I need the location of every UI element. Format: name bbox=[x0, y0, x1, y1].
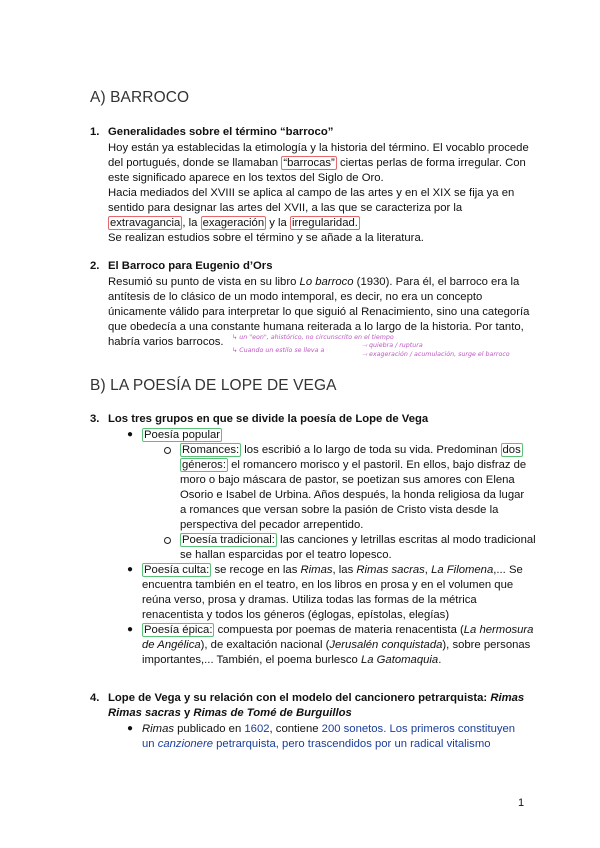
romances-line-5: a romances que versan sobre la pasión de Cristo vista desde la bbox=[180, 504, 499, 516]
poesia-popular-highlight: Poesía popular bbox=[144, 429, 220, 441]
q1-line-2c: ciertas perlas de forma irregular. Con bbox=[336, 157, 526, 169]
rimas-title: Rimas bbox=[300, 564, 333, 576]
romances-line-2 bbox=[180, 458, 526, 473]
year-1602: 1602 bbox=[244, 723, 270, 735]
handwritten-note-2: ↳ Cuando un estilo se lleva a bbox=[232, 347, 325, 354]
de-angelica-title: de Angélica bbox=[142, 639, 201, 651]
epica-text-1a: compuesta por poemas de materia renacentista ( bbox=[214, 624, 464, 636]
bullet-dot: ● bbox=[127, 564, 134, 575]
q4-number: 4. bbox=[90, 692, 100, 704]
tradicional-line-1 bbox=[180, 533, 536, 548]
handwritten-note-3: ⤙ quiebra / ruptura bbox=[362, 342, 423, 349]
culta-text-1a: se recoge en las bbox=[211, 564, 301, 576]
q3-number: 3. bbox=[90, 413, 100, 425]
bullet-dot: ● bbox=[127, 624, 134, 635]
q1-line-6b: , la bbox=[182, 217, 201, 229]
q2-number: 2. bbox=[90, 260, 100, 272]
culta-text-1g: ,... Se bbox=[493, 564, 523, 576]
bullet-circle bbox=[164, 537, 171, 544]
rimas-word: Rimas bbox=[142, 723, 175, 735]
culta-line-1 bbox=[142, 563, 523, 578]
q2-title: El Barroco para Eugenio d’Ors bbox=[108, 260, 273, 272]
q4-title-1a: Lope de Vega y su relación con el modelo del cancionero petrarquista: bbox=[108, 692, 491, 704]
q1-line-4: Hacia mediados del XVIII se aplica al campo de las artes y en el XIX se fija ya en bbox=[108, 187, 515, 199]
epica-text-2b: ), de exaltación nacional ( bbox=[200, 639, 330, 651]
q4-b2a: un bbox=[142, 738, 158, 750]
sonnets-count: 200 sonetos bbox=[321, 723, 384, 735]
q4-title-1b: Rimas bbox=[490, 692, 525, 704]
la-filomena-title: La Filomena bbox=[431, 564, 494, 576]
q4-title-line-1 bbox=[108, 691, 524, 706]
exageracion-highlight: exageración bbox=[202, 217, 265, 229]
rimas-sacras-title: Rimas sacras bbox=[356, 564, 425, 576]
romances-line-4: Osorio e Isabel de Urbina. Años después, la honda religiosa da lugar bbox=[180, 489, 525, 501]
tradicional-line-2: se hallan esparcidas por el teatro lopesco. bbox=[180, 549, 392, 561]
q2-line-5: habría varios barrocos. bbox=[108, 336, 224, 348]
culta-text-1c: , las bbox=[332, 564, 357, 576]
canzionere-word: canzionere bbox=[157, 738, 213, 750]
bullet-dot: ● bbox=[127, 429, 134, 440]
q4-title-2a: Rimas sacras bbox=[108, 707, 181, 719]
culta-line-3: reúna verso, prosa y dramas. Utiliza todas las formas de la métrica bbox=[142, 594, 477, 606]
handwritten-note-1: ↳ un "eon", ahistórico, no circunscrito en el tiempo bbox=[232, 334, 394, 341]
q2-line-1a: Resumió su punto de vista en su libro bbox=[108, 276, 300, 288]
epica-text-2d: ), sobre personas bbox=[442, 639, 531, 651]
q4-title-2b: y bbox=[180, 707, 194, 719]
romances-text-1a: los escribió a lo largo de toda su vida. Predominan bbox=[241, 444, 501, 456]
epica-text-3a: importantes,... También, el poema burlesco bbox=[142, 654, 361, 666]
poesia-epica-highlight: Poesía épica: bbox=[144, 624, 213, 636]
q1-line-3: este significado aparece en los textos del Siglo de Oro. bbox=[108, 172, 384, 184]
q4-b2c: petrarquista, pero trascendidos por un radical vitalismo bbox=[212, 738, 491, 750]
irregularidad-highlight: irregularidad. bbox=[291, 217, 358, 229]
lo-barroco-title: Lo barroco bbox=[299, 276, 354, 288]
handwritten-note-4: ⤙ exageración / acumulación, surge el barroco bbox=[362, 351, 510, 358]
page-number: 1 bbox=[518, 797, 525, 809]
q1-line-1: Hoy están ya establecidas la etimología y la historia del término. El vocablo procede bbox=[108, 142, 529, 154]
epica-line-1 bbox=[142, 623, 533, 638]
q4-b1f: . Los primeros constituyen bbox=[383, 723, 516, 735]
q4-bullet-line-2 bbox=[142, 737, 491, 752]
q4-b1b: publicado en bbox=[174, 723, 245, 735]
culta-line-4: renacentista y todos los géneros (églogas, epístolas, elegías) bbox=[142, 609, 450, 621]
q1-number: 1. bbox=[90, 126, 100, 138]
jerusalen-title: Jerusalén conquistada bbox=[329, 639, 443, 651]
q1-line-5: sentido para designar las artes del XVII, a las que se caracteriza por la bbox=[108, 202, 463, 214]
dos-highlight: dos bbox=[502, 444, 521, 456]
poesia-popular-line bbox=[142, 428, 222, 443]
romances-line-6: perspectiva del pecador arrepentido. bbox=[180, 519, 364, 531]
q1-line-2a: del portugués, donde se llamaban bbox=[108, 157, 282, 169]
q4-bullet-line-1 bbox=[142, 722, 515, 737]
romances-line-3: moro o bajo máscara de pastor, se poetizan sus amores con Elena bbox=[180, 474, 515, 486]
epica-line-2 bbox=[142, 638, 530, 653]
q2-line-1 bbox=[108, 275, 519, 290]
romances-text-2b: el romancero morisco y el pastoril. En ellos, bajo disfraz de bbox=[227, 459, 527, 471]
section-b-title: B) LA POESÍA DE LOPE DE VEGA bbox=[90, 377, 337, 394]
section-a-title: A) BARROCO bbox=[90, 89, 190, 106]
culta-text-1e: , bbox=[424, 564, 432, 576]
q2-line-4: que obedecía a una constante humana reiterada a lo largo de la historia. Por tanto, bbox=[108, 321, 524, 333]
q4-title-line-2 bbox=[108, 706, 352, 721]
q1-line-6 bbox=[108, 216, 360, 231]
q2-line-3: únicamente válido para interpretar lo que siguió al Renacimiento, sino una categoría bbox=[108, 306, 530, 318]
romances-line-1 bbox=[180, 443, 523, 458]
q4-b1d: , contiene bbox=[269, 723, 322, 735]
q1-line-7: Se realizan estudios sobre el término y se añade a la literatura. bbox=[108, 232, 424, 244]
q1-title: Generalidades sobre el término “barroco” bbox=[108, 126, 334, 138]
q2-line-1c: (1930). Para él, el barroco era la bbox=[353, 276, 520, 288]
q1-line-2 bbox=[108, 156, 526, 171]
romances-highlight: Romances: bbox=[182, 444, 240, 456]
bullet-dot: ● bbox=[127, 723, 134, 734]
q1-line-6d: y la bbox=[266, 217, 290, 229]
poesia-culta-highlight: Poesía culta: bbox=[144, 564, 210, 576]
culta-line-2: encuentra también en el teatro, en los libros en prosa y en el volumen que bbox=[142, 579, 514, 591]
la-hermosura-title: La hermosura bbox=[463, 624, 534, 636]
la-gatomaquia-title: La Gatomaquia bbox=[360, 654, 439, 666]
q2-line-2: antítesis de lo clásico de un modo intemporal, es decir, no era un concepto bbox=[108, 291, 483, 303]
epica-text-3c: . bbox=[438, 654, 442, 666]
generos-highlight: géneros: bbox=[182, 459, 226, 471]
epica-line-3 bbox=[142, 653, 441, 668]
barrocas-highlight: “barrocas” bbox=[283, 157, 335, 169]
q3-title: Los tres grupos en que se divide la poesía de Lope de Vega bbox=[108, 413, 429, 425]
extravagancia-highlight: extravagancia bbox=[110, 217, 181, 229]
poesia-tradicional-highlight: Poesía tradicional: bbox=[182, 534, 275, 546]
bullet-circle bbox=[164, 447, 171, 454]
q4-title-2c: Rimas de Tomé de Burguillos bbox=[193, 707, 352, 719]
tradicional-text-1: las canciones y letrillas escritas al modo tradicional bbox=[276, 534, 536, 546]
